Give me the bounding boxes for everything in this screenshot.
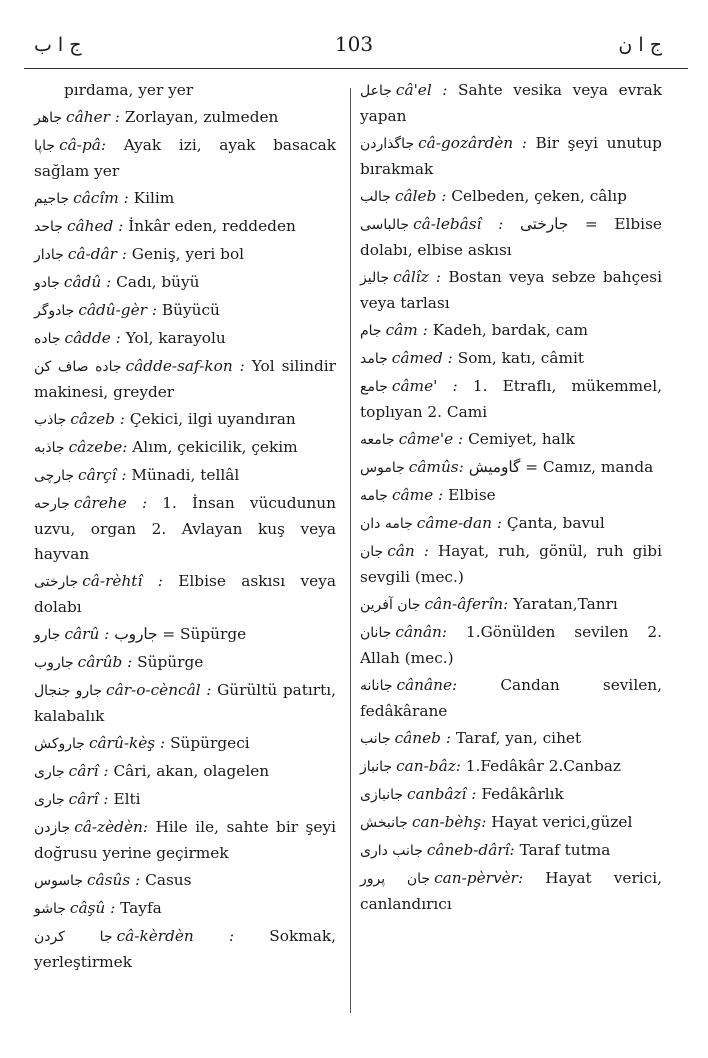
entry-arabic-script: جارختى: [34, 574, 79, 590]
entry-definition: Elbise: [448, 486, 496, 504]
entry-definition: Çanta, bavul: [506, 514, 605, 532]
entry-definition: Sokmak, yerleştirmek: [34, 927, 336, 971]
entry-headword: câme :: [391, 486, 444, 504]
entry-arabic-script: جامه دان: [360, 516, 413, 532]
entry-arabic-script: جارو: [34, 627, 61, 643]
dictionary-entry: [360, 511, 662, 537]
entry-arabic-script: جالباسى: [360, 217, 410, 233]
entry-headword: cârûb :: [77, 653, 133, 671]
entry-headword: câ-zèdèn:: [74, 818, 149, 836]
entry-headword: câcîm :: [73, 189, 129, 207]
entry-headword: câdde :: [64, 329, 121, 347]
dictionary-entry: [360, 592, 662, 618]
entry-definition: Candan sevilen, fedâkârane: [360, 676, 662, 720]
entry-headword: cân-âferîn:: [424, 595, 509, 613]
entry-definition: Çekici, ilgi uyandıran: [129, 410, 296, 428]
entry-definition: Süpürgeci: [170, 734, 250, 752]
entry-headword: cârî :: [68, 762, 109, 780]
dictionary-entry: [34, 650, 336, 676]
entry-arabic-script: جادار: [34, 247, 64, 263]
entry-headword: cârehe :: [73, 494, 148, 512]
entry-definition: جاروب = Süpürge: [114, 625, 247, 643]
entry-arabic-script: جاپا: [34, 138, 56, 154]
entry-headword: câmûs:: [408, 458, 464, 476]
entry-arabic-script: جاگذاردن: [360, 136, 415, 152]
entry-definition: 1.Fedâkâr 2.Canbaz: [465, 757, 621, 775]
entry-arabic-script: جام: [360, 323, 382, 339]
column-divider: [350, 88, 351, 1013]
dictionary-entry: [34, 491, 336, 567]
dictionary-entry: [360, 455, 662, 481]
right-column: [360, 78, 662, 919]
entry-arabic-script: جازدن: [34, 820, 71, 836]
dictionary-entry: [360, 131, 662, 182]
entry-definition: Casus: [145, 871, 192, 889]
entry-definition: جارختى = Elbise dolabı, elbise askısı: [360, 215, 662, 259]
entry-headword: câme'e :: [398, 430, 464, 448]
entry-definition: Hayat verici,güzel: [491, 813, 633, 831]
dictionary-entry: [34, 463, 336, 489]
dictionary-entry: [360, 754, 662, 780]
dictionary-entry: [34, 924, 336, 975]
dictionary-entry: [34, 326, 336, 352]
entry-definition: Fedâkârlık: [481, 785, 564, 803]
entry-arabic-script: جا كردن: [34, 929, 113, 945]
entry-arabic-script: جانبازى: [360, 787, 404, 803]
entry-headword: câr-o-cèncâl :: [106, 681, 212, 699]
entry-arabic-script: جالب: [360, 189, 391, 205]
header-right-letters: ج ا ن: [618, 34, 662, 56]
dictionary-entry: [34, 354, 336, 405]
entry-definition: Cemiyet, halk: [468, 430, 575, 448]
entry-definition: Bir şeyi unutup bırakmak: [360, 134, 662, 178]
entry-definition: 1.Gönülden sevilen 2. Allah (mec.): [360, 623, 662, 667]
entry-headword: câm :: [385, 321, 428, 339]
entry-arabic-script: جاهر: [34, 110, 63, 126]
entry-arabic-script: جاده صاف كن: [34, 359, 122, 375]
dictionary-entry: [360, 265, 662, 316]
entry-headword: câmed :: [391, 349, 453, 367]
entry-definition: 1. Etraflı, mükemmel, toplıyan 2. Cami: [360, 377, 662, 421]
entry-headword: câzeb :: [70, 410, 125, 428]
entry-headword: câşû :: [69, 899, 116, 917]
entry-headword: cânâne:: [396, 676, 458, 694]
page-number: 103: [334, 32, 374, 56]
entry-definition: Elbise askısı veya dolabı: [34, 572, 336, 616]
entry-definition: Taraf, yan, cihet: [455, 729, 582, 747]
entry-arabic-script: جانان: [360, 625, 392, 641]
dictionary-entry: [34, 678, 336, 729]
dictionary-entry: [360, 782, 662, 808]
entry-arabic-script: جامع: [360, 379, 388, 395]
entry-headword: câdde-saf-kon :: [125, 357, 245, 375]
dictionary-entry: [34, 896, 336, 922]
entry-headword: câsûs :: [86, 871, 141, 889]
dictionary-entry: [34, 78, 336, 103]
entry-headword: can-bâz:: [396, 757, 461, 775]
entry-arabic-script: جاروب: [34, 655, 74, 671]
entry-headword: can-bèhş:: [411, 813, 487, 831]
dictionary-entry: [360, 78, 662, 129]
dictionary-entry: [34, 868, 336, 894]
entry-arabic-script: جانانه: [360, 678, 393, 694]
dictionary-entry: [360, 810, 662, 836]
entry-arabic-script: جانباز: [360, 759, 393, 775]
entry-arabic-script: جارچى: [34, 468, 75, 484]
entry-arabic-script: جاسوس: [34, 873, 83, 889]
dictionary-entry: [360, 539, 662, 590]
entry-arabic-script: جارو جنجال: [34, 683, 103, 699]
dictionary-entry: [34, 731, 336, 757]
entry-definition: Hayat, ruh, gönül, ruh gibi sevgili (mec.): [360, 542, 662, 586]
entry-arabic-script: جاذب: [34, 412, 67, 428]
dictionary-entry: [34, 759, 336, 785]
entry-headword: canbâzî :: [407, 785, 477, 803]
entry-headword: câhed :: [66, 217, 124, 235]
entry-headword: câlîz :: [393, 268, 442, 286]
dictionary-entry: [34, 435, 336, 461]
entry-definition: İnkâr eden, reddeden: [128, 217, 296, 235]
entry-headword: câneb :: [394, 729, 451, 747]
dictionary-entry: [360, 346, 662, 372]
entry-definition: pırdama, yer yer: [64, 81, 194, 99]
dictionary-entry: [34, 298, 336, 324]
entry-headword: câleb :: [394, 187, 447, 205]
entry-headword: câ'el :: [395, 81, 448, 99]
entry-arabic-script: جان: [360, 544, 384, 560]
entry-definition: Elti: [113, 790, 141, 808]
entry-definition: Kilim: [133, 189, 175, 207]
header-rule: [24, 68, 688, 69]
page-header: [0, 28, 708, 68]
entry-arabic-script: جارى: [34, 764, 65, 780]
entry-headword: cân :: [387, 542, 429, 560]
dictionary-entry: [34, 133, 336, 184]
entry-headword: cânân:: [395, 623, 448, 641]
entry-arabic-script: جان پرور: [360, 871, 431, 887]
left-column: [34, 78, 336, 977]
dictionary-entry: [34, 270, 336, 296]
dictionary-entry: [34, 105, 336, 131]
entry-definition: Hayat verici, canlandırıcı: [360, 869, 662, 913]
entry-headword: câ-pâ:: [59, 136, 107, 154]
dictionary-entry: [360, 483, 662, 509]
entry-arabic-script: جاشو: [34, 901, 66, 917]
entry-definition: Gürültü patırtı, kalabalık: [34, 681, 336, 725]
entry-definition: Som, katı, câmit: [457, 349, 585, 367]
entry-arabic-script: جادو: [34, 275, 60, 291]
entry-definition: Münadi, tellâl: [131, 466, 240, 484]
header-left-letters: ج ا ب: [34, 34, 82, 56]
dictionary-entry: [360, 184, 662, 210]
entry-headword: câme' :: [391, 377, 458, 395]
entry-definition: Kadeh, bardak, cam: [432, 321, 588, 339]
entry-headword: cârçî :: [78, 466, 127, 484]
entry-arabic-script: جاليز: [360, 270, 390, 286]
entry-headword: câme-dan :: [416, 514, 502, 532]
entry-definition: Hile ile, sahte bir şeyi doğrusu yerine geçirmek: [34, 818, 336, 862]
entry-definition: Geniş, yeri bol: [131, 245, 245, 263]
entry-headword: cârû :: [64, 625, 110, 643]
entry-arabic-script: جاروكش: [34, 736, 85, 752]
entry-arabic-script: جاده: [34, 331, 61, 347]
entry-arabic-script: جارحه: [34, 496, 70, 512]
entry-definition: Alım, çekicilik, çekim: [132, 438, 298, 456]
entry-arabic-script: جانب: [360, 731, 391, 747]
entry-headword: cârû-kèş :: [88, 734, 166, 752]
dictionary-entry: [34, 815, 336, 866]
dictionary-entry: [34, 622, 336, 648]
entry-headword: câ-rèhtî :: [82, 572, 163, 590]
entry-definition: Yol silindir makinesi, greyder: [34, 357, 336, 401]
entry-headword: câdû :: [63, 273, 112, 291]
entry-definition: Taraf tutma: [519, 841, 611, 859]
dictionary-entry: [360, 866, 662, 917]
entry-headword: cârî :: [68, 790, 109, 808]
entry-headword: câzebe:: [68, 438, 128, 456]
entry-arabic-script: جاحد: [34, 219, 63, 235]
entry-definition: Zorlayan, zulmeden: [124, 108, 279, 126]
entry-definition: Süpürge: [137, 653, 204, 671]
entry-arabic-script: جامه: [360, 488, 388, 504]
dictionary-entry: [34, 214, 336, 240]
entry-arabic-script: جامد: [360, 351, 388, 367]
entry-definition: Cadı, büyü: [116, 273, 200, 291]
dictionary-entry: [360, 318, 662, 344]
entry-arabic-script: جارى: [34, 792, 65, 808]
entry-arabic-script: جانبخش: [360, 815, 408, 831]
entry-definition: Ayak izi, ayak basacak sağlam yer: [34, 136, 336, 180]
entry-arabic-script: جاموس: [360, 460, 405, 476]
dictionary-entry: [360, 726, 662, 752]
entry-arabic-script: جاعل: [360, 83, 392, 99]
entry-definition: Tayfa: [120, 899, 162, 917]
entry-definition: 1. İnsan vücudunun uzvu, organ 2. Avlayan kuş veya hayvan: [34, 494, 336, 563]
dictionary-entry: [34, 242, 336, 268]
dictionary-entry: [360, 427, 662, 453]
dictionary-entry: [360, 838, 662, 864]
dictionary-entry: [34, 186, 336, 212]
entry-arabic-script: جادوگر: [34, 303, 75, 319]
entry-arabic-script: جامعه: [360, 432, 395, 448]
entry-headword: câ-dâr :: [67, 245, 127, 263]
entry-definition: Câri, akan, olagelen: [113, 762, 270, 780]
entry-arabic-script: جان آفرين: [360, 597, 421, 613]
entry-headword: câ-lebâsî :: [413, 215, 504, 233]
entry-definition: Yaratan,Tanrı: [513, 595, 618, 613]
entry-definition: Sahte vesika veya evrak yapan: [360, 81, 662, 125]
entry-headword: câneb-dârî:: [426, 841, 515, 859]
dictionary-entry: [34, 569, 336, 620]
dictionary-entry: [34, 407, 336, 433]
entry-arabic-script: جانب دارى: [360, 843, 423, 859]
entry-arabic-script: جاذبه: [34, 440, 65, 456]
dictionary-entry: [360, 212, 662, 263]
dictionary-entry: [360, 673, 662, 724]
entry-headword: câ-kèrdèn :: [116, 927, 235, 945]
entry-definition: Büyücü: [161, 301, 220, 319]
entry-definition: گاوميش = Camız, manda: [468, 458, 654, 476]
entry-headword: can-pèrvèr:: [434, 869, 524, 887]
entry-headword: câher :: [66, 108, 120, 126]
entry-definition: Yol, karayolu: [125, 329, 226, 347]
dictionary-entry: [34, 787, 336, 813]
entry-definition: Celbeden, çeken, câlıp: [451, 187, 627, 205]
entry-definition: Bostan veya sebze bahçesi veya tarlası: [360, 268, 662, 312]
entry-headword: câ-gozârdèn :: [418, 134, 527, 152]
entry-arabic-script: جاجيم: [34, 191, 70, 207]
dictionary-entry: [360, 620, 662, 671]
dictionary-entry: [360, 374, 662, 425]
entry-headword: câdû-gèr :: [78, 301, 157, 319]
